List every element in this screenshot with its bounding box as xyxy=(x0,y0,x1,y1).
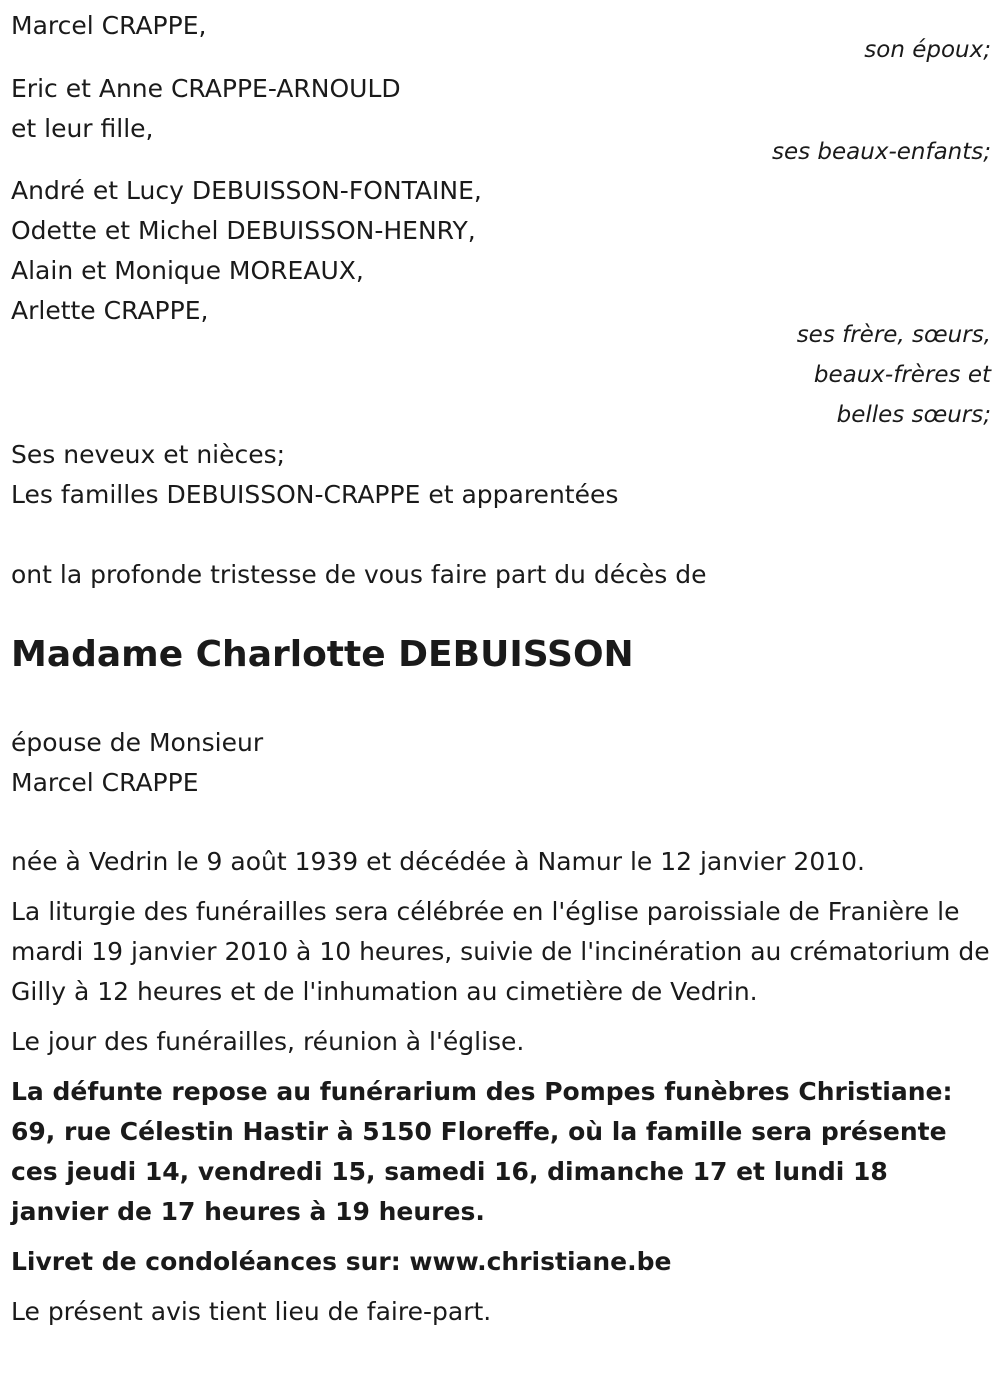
spouse-name: Marcel CRAPPE, xyxy=(11,11,207,40)
siblings-relation xyxy=(797,315,991,435)
others-block xyxy=(11,435,618,515)
announcement: ont la profonde tristesse de vous faire part du décès de xyxy=(11,560,707,589)
children-block xyxy=(11,69,401,149)
deceased-spouse-line: Marcel CRAPPE xyxy=(11,768,199,797)
reunion: Le jour des funérailles, réunion à l'église. xyxy=(11,1027,525,1056)
liturgy: La liturgie des funérailles sera célébrée en l'église paroissiale de Franière le mardi 19 janvier 2010 à 10 heures, suivie de l'incinération au crématorium de Gilly à 12 heures et de l'inhumation au cimetière de Vedrin. xyxy=(11,897,990,1006)
sibling-line: Arlette CRAPPE, xyxy=(11,296,209,325)
deceased-spouse-block xyxy=(11,723,263,803)
birth-death: née à Vedrin le 9 août 1939 et décédée à Namur le 12 janvier 2010. xyxy=(11,847,866,876)
deceased-spouse-line: épouse de Monsieur xyxy=(11,728,264,757)
children-relation: ses beaux-enfants; xyxy=(771,139,991,165)
siblings-block xyxy=(11,171,482,331)
sibling-line: André et Lucy DEBUISSON-FONTAINE, xyxy=(11,176,482,205)
notice: Le présent avis tient lieu de faire-part. xyxy=(11,1297,492,1326)
others-line: Ses neveux et nièces; xyxy=(11,440,286,469)
siblings-relation-line: ses frère, sœurs, xyxy=(796,322,991,348)
children-line: Eric et Anne CRAPPE-ARNOULD xyxy=(11,74,401,103)
sibling-line: Odette et Michel DEBUISSON-HENRY, xyxy=(11,216,476,245)
children-line: et leur fille, xyxy=(11,114,154,143)
siblings-relation-line: beaux-frères et xyxy=(813,362,991,388)
siblings-relation-line: belles sœurs; xyxy=(836,402,991,428)
spouse-relation: son époux; xyxy=(864,37,991,63)
details-block xyxy=(11,842,991,1332)
others-line: Les familles DEBUISSON-CRAPPE et apparentées xyxy=(11,480,619,509)
condolences: Livret de condoléances sur: www.christiane.be xyxy=(11,1247,672,1276)
deceased-name: Madame Charlotte DEBUISSON xyxy=(11,634,634,675)
spouse-block xyxy=(11,6,991,46)
visitation: La défunte repose au funérarium des Pompes funèbres Christiane: 69, rue Célestin Hastir à 5150 Floreffe, où la famille sera présente ces jeudi 14, vendredi 15, samedi 16, dimanche 17 et lundi 18 janvier de 17 heures à 19 heures. xyxy=(11,1077,953,1226)
sibling-line: Alain et Monique MOREAUX, xyxy=(11,256,364,285)
